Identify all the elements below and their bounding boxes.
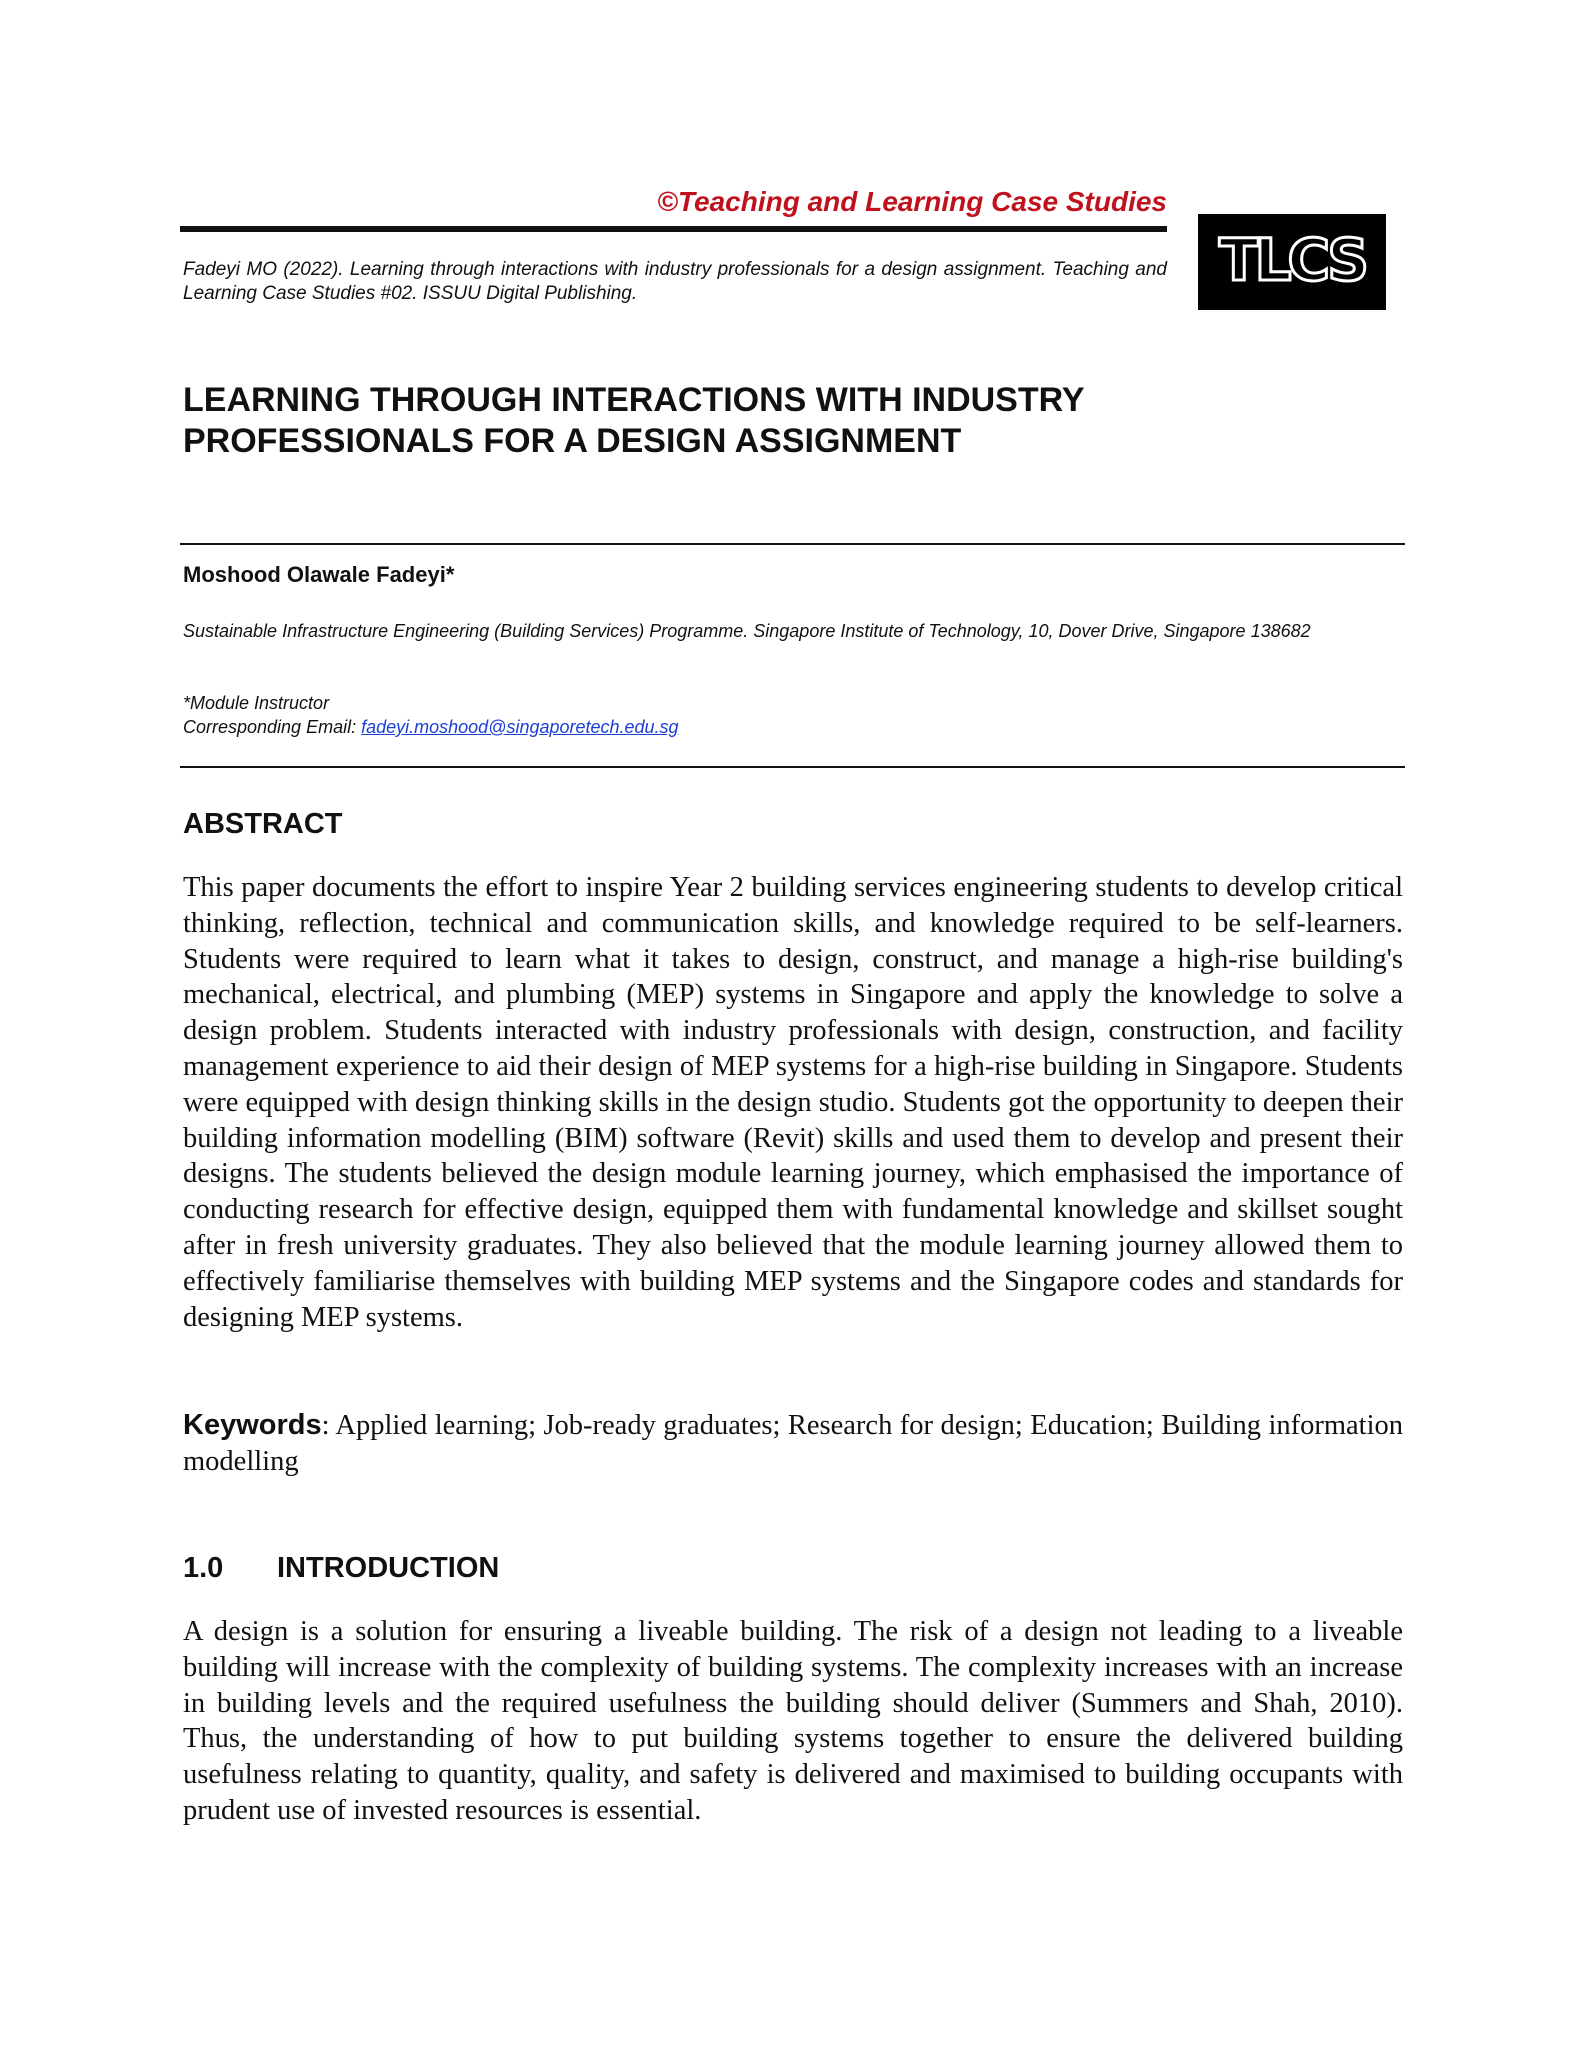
introduction-text: A design is a solution for ensuring a liveable building. The risk of a design not leading to a liveable building will increase with the complexity of building systems. The complexity increases with an increase in building levels and the required usefulness the building should deliver (Summers and Shah, 2010). Thus, the understanding of how to put building systems together to ensure the delivered building usefulness relating to quantity, quality, and safety is delivered and maximised to building occupants with prudent use of invested resources is essential. [183, 1616, 1403, 1826]
citation: Fadeyi MO (2022). Learning through interactions with industry professionals for a design assignment. Teaching and Learning Case Studies #02. ISSUU Digital Publishing. [183, 259, 1167, 304]
abstract-text: This paper documents the effort to inspire Year 2 building services engineering students to develop critical thinking, reflection, technical and communication skills, and knowledge required to be self-learners. Students were required to learn what it takes to design, construct, and manage a high-rise building's mechanical, electrical, and plumbing (MEP) systems in Singapore and apply the knowledge to solve a design problem. Students interacted with industry professionals with design, construction, and facility management experience to aid their design of MEP systems for a high-rise building in Singapore. Students were equipped with design thinking skills in the design studio. Students got the opportunity to deepen their building information modelling (BIM) software (Revit) skills and used them to develop and present their designs. The students believed the design module learning journey, which emphasised the importance of conducting research for effective design, equipped them with fundamental knowledge and skillset sought after in fresh university graduates. They also believed that the module learning journey allowed them to effectively familiarise themselves with building MEP systems and the Singapore codes and standards for designing MEP systems. [183, 872, 1403, 1333]
author-bottom-rule [180, 766, 1405, 768]
svg-text:TLCS: TLCS [1219, 226, 1365, 294]
abstract-heading: ABSTRACT [183, 808, 343, 840]
introduction-heading [183, 1552, 499, 1585]
header-rule [180, 226, 1167, 232]
author-affiliation: Sustainable Infrastructure Engineering (Building Services) Programme. Singapore Institute of Technology, 10, Dover Drive, Singapore 138682 [183, 621, 1311, 641]
introduction-number: 1.0 [183, 1552, 224, 1584]
tlcs-logo [1198, 214, 1386, 310]
paper-title-line-1: LEARNING THROUGH INTERACTIONS WITH INDUSTRY [183, 381, 1085, 419]
keywords-text: : Applied learning; Job-ready graduates; Research for design; Education; Building information modelling [183, 1410, 1403, 1477]
keywords-label: Keywords [183, 1409, 322, 1441]
author-role: *Module Instructor [183, 693, 330, 713]
email-label: Corresponding Email: [183, 717, 362, 737]
introduction-title: INTRODUCTION [277, 1552, 500, 1584]
corresponding-email-line [183, 716, 679, 739]
paper-title-line-2: PROFESSIONALS FOR A DESIGN ASSIGNMENT [183, 422, 962, 460]
author-top-rule [180, 543, 1405, 545]
email-link[interactable]: fadeyi.moshood@singaporetech.edu.sg [361, 717, 679, 737]
keywords-paragraph [183, 1408, 1403, 1480]
paper-title [183, 380, 1283, 462]
author-name: Moshood Olawale Fadeyi* [183, 562, 455, 587]
tlcs-logo-icon [1198, 214, 1386, 310]
journal-name: ©Teaching and Learning Case Studies [657, 186, 1167, 217]
